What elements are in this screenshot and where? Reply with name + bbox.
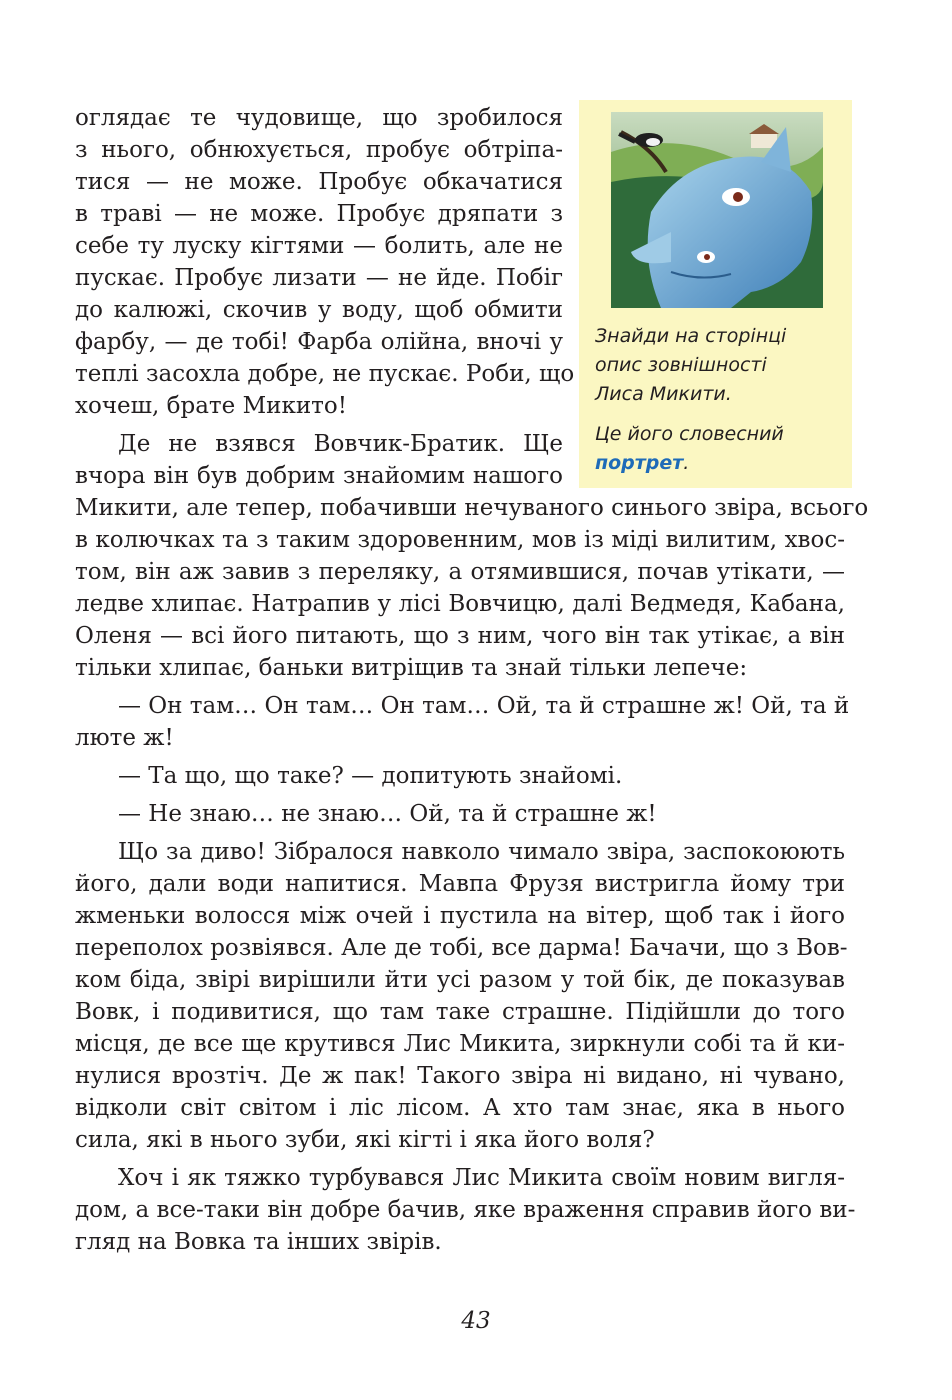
body-line: оглядає те чудовище, що зробилося [75, 105, 563, 131]
body-line: переполох розвіявся. Але де тобі, все дарма! Бачачи, що з Вов- [75, 935, 848, 961]
body-line: відколи світ світом і ліс лісом. А хто там знає, яка в нього [75, 1095, 845, 1121]
body-line: дом, а все-таки він добре бачив, яке враження справив його ви- [75, 1197, 856, 1223]
body-line: тися — не може. Пробує обкачатися [75, 169, 563, 195]
body-line: пускає. Пробує лизати — не йде. Побіг [75, 265, 563, 291]
body-line: з нього, обнюхується, пробує обтріпа- [75, 137, 563, 163]
body-line: ледве хлипає. Натрапив у лісі Вовчицю, далі Ведмедя, Кабана, [75, 591, 845, 617]
body-line: себе ту луску кігтями — болить, але не [75, 233, 563, 259]
sidebar-box [579, 100, 852, 488]
body-line: теплі засохла добре, не пускає. Роби, що [75, 361, 575, 387]
body-line: гляд на Вовка та інших звірів. [75, 1229, 442, 1255]
caption-line: Знайди на сторінці [595, 325, 787, 347]
fox-illustration [611, 112, 823, 308]
caption-line: опис зовнішності [595, 354, 767, 376]
note-line [595, 449, 845, 478]
body-line: в колючках та з таким здоровенним, мов із міді вилитим, хвос- [75, 527, 845, 553]
body-line: ком біда, звірі вирішили йти усі разом у той бік, де показував [75, 967, 845, 993]
body-line: Хоч і як тяжко турбувався Лис Микита своїм новим вигля- [118, 1165, 845, 1191]
page-number: 43 [461, 1308, 491, 1334]
body-line: тільки хлипає, баньки витріщив та знай тільки лепече: [75, 655, 748, 681]
body-line: фарбу, — де тобі! Фарба олійна, вночі у [75, 329, 563, 355]
body-line: том, він аж завив з переляку, а отямившися, почав утікати, — [75, 559, 845, 585]
body-line: вчора він був добрим знайомим нашого [75, 463, 563, 489]
note-line: Це його словесний [595, 423, 784, 445]
body-line: Оленя — всі його питають, що з ним, чого він так утікає, а він [75, 623, 845, 649]
body-line: Де не взявся Вовчик-Братик. Ще [118, 431, 563, 457]
body-line: до калюжі, скочив у воду, щоб обмити [75, 297, 563, 323]
body-line: Що за диво! Зібралося навколо чимало звіра, заспокоюють [118, 839, 845, 865]
dialogue-line: — Он там… Он там… Он там… Ой, та й страшне ж! Ой, та й [118, 693, 850, 719]
body-line: нулися врозтіч. Де ж пак! Такого звіра ні видано, ні чувано, [75, 1063, 845, 1089]
body-line: місця, де все ще крутився Лис Микита, зиркнули собі та й ки- [75, 1031, 845, 1057]
sidebar-caption [595, 322, 845, 409]
body-line: жменьки волосся між очей і пустила на вітер, щоб так і його [75, 903, 845, 929]
body-line: Микити, але тепер, побачивши нечуваного синього звіра, всього [75, 495, 869, 521]
note-highlight: портрет [595, 452, 684, 474]
body-line: хочеш, брате Микито! [75, 393, 347, 419]
dialogue-line: люте ж! [75, 725, 174, 751]
dialogue-line: — Та що, що таке? — допитують знайомі. [118, 763, 623, 789]
note-end: . [683, 452, 690, 474]
dialogue-line: — Не знаю… не знаю… Ой, та й страшне ж! [118, 801, 657, 827]
body-line: його, дали води напитися. Мавпа Фрузя вистригла йому три [75, 871, 845, 897]
body-line: сила, які в нього зуби, які кігті і яка його воля? [75, 1127, 655, 1153]
sidebar-note [595, 420, 845, 478]
caption-line: Лиса Микити. [595, 383, 732, 405]
body-line: в траві — не може. Пробує дряпати з [75, 201, 563, 227]
body-line: Вовк, і подивитися, що там таке страшне. Підійшли до того [75, 999, 845, 1025]
